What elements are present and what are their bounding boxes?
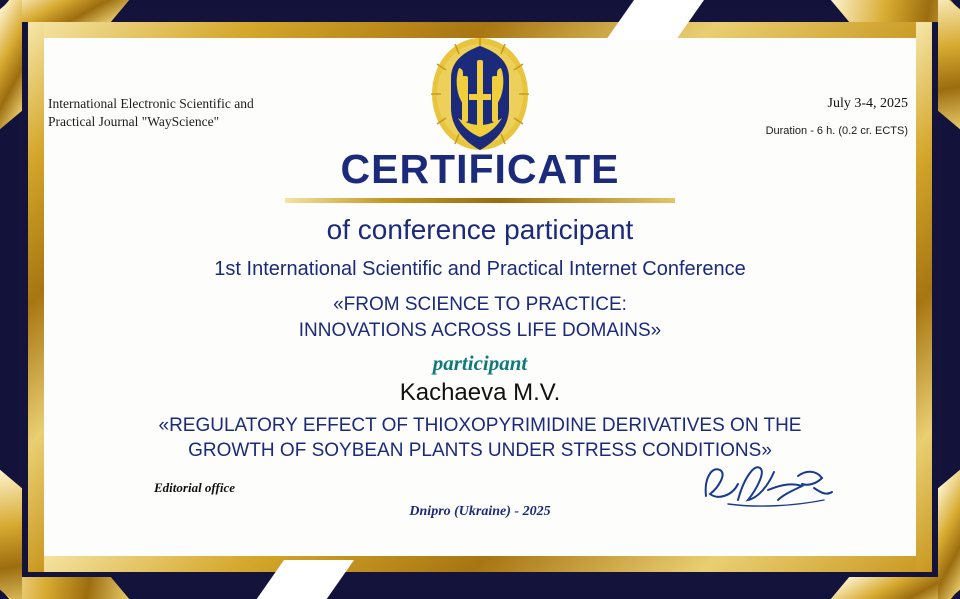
conference-theme-line-1: «FROM SCIENCE TO PRACTICE: xyxy=(333,294,627,315)
certificate-content xyxy=(44,38,916,556)
paper-title-line-2: GROWTH OF SOYBEAN PLANTS UNDER STRESS CONDITIONS» xyxy=(188,440,772,462)
corner-ornament-bottom-right-b xyxy=(938,470,960,599)
corner-ornament-top-left-b xyxy=(0,0,22,129)
conference-date: July 3-4, 2025 xyxy=(827,96,908,111)
participant-role: participant xyxy=(432,351,528,375)
conference-theme-line-2: INNOVATIONS ACROSS LIFE DOMAINS» xyxy=(298,319,662,341)
place-and-year: Dnipro (Ukraine) - 2025 xyxy=(409,504,551,519)
certificate-title: CERTIFICATE xyxy=(340,146,620,192)
ukraine-coat-of-arms-trident-icon xyxy=(425,32,535,162)
conference-name: 1st International Scientific and Practical Internet Conference xyxy=(214,258,746,280)
frame-gold-band-left xyxy=(28,22,44,572)
journal-publisher-block xyxy=(48,95,328,131)
participant-name: Kachaeva M.V. xyxy=(399,379,561,406)
paper-title-line-1: «REGULATORY EFFECT OF THIOXOPYRIMIDINE DERIVATIVES ON THE xyxy=(158,415,802,436)
certificate-subtitle: of conference participant xyxy=(326,214,634,245)
corner-ornament-top-right-b xyxy=(938,0,960,129)
frame-gold-band-bottom xyxy=(28,556,932,572)
conference-duration: Duration - 6 h. (0.2 cr. ECTS) xyxy=(765,125,908,137)
frame-gold-band-right xyxy=(916,22,932,572)
journal-line-1: International Electronic Scientific and xyxy=(48,96,254,111)
date-block xyxy=(766,96,908,137)
journal-line-2: Practical Journal "WayScience" xyxy=(48,114,220,130)
corner-ornament-bottom-left-b xyxy=(0,470,22,599)
title-gold-divider xyxy=(285,198,675,203)
conference-theme xyxy=(44,292,916,343)
editorial-office-label: Editorial office xyxy=(154,480,236,495)
